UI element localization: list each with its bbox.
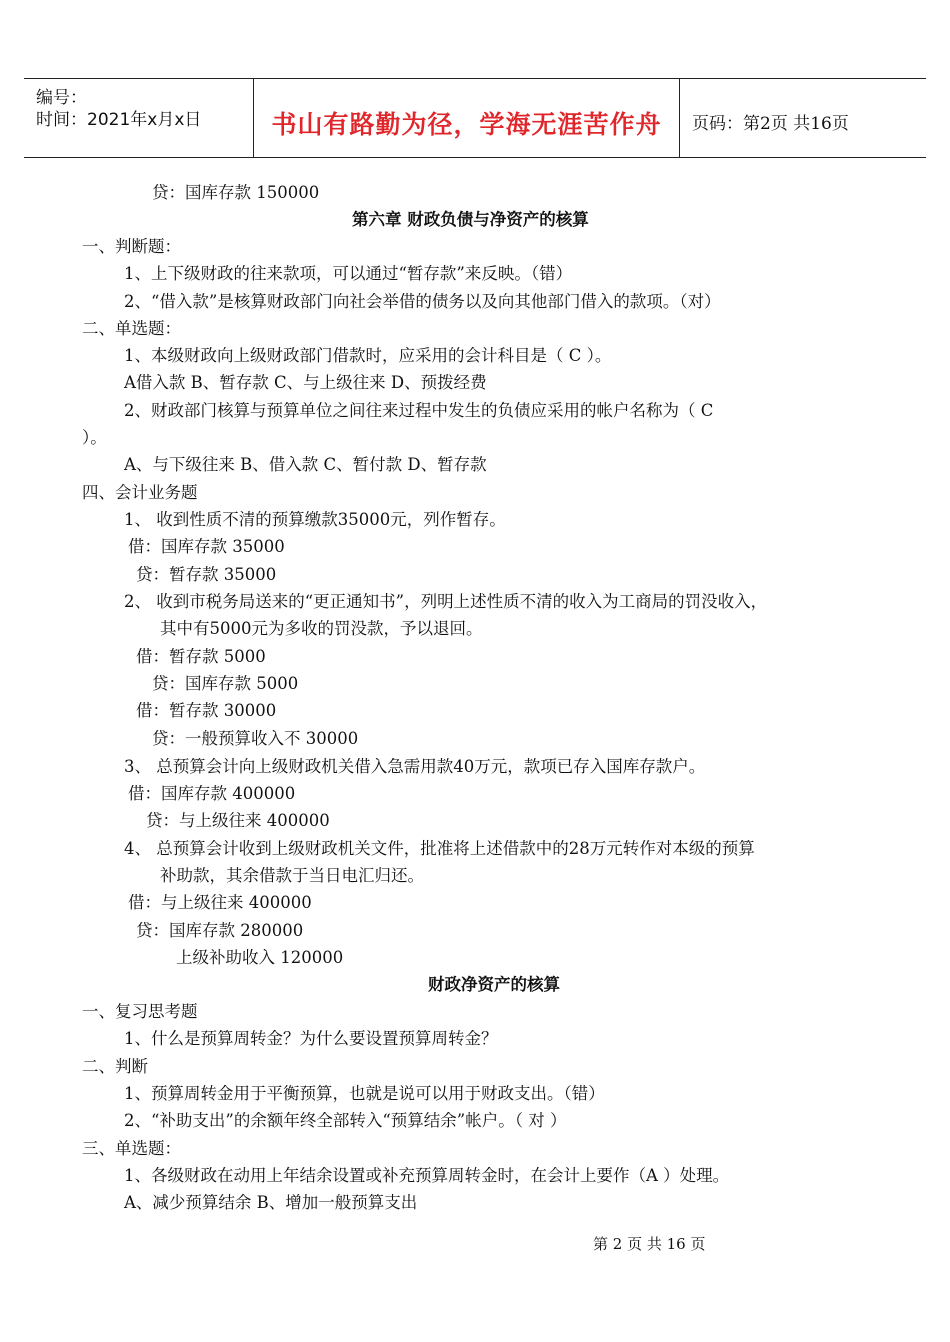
header-motto: 书山有路勤为径，学海无涯苦作舟	[271, 110, 662, 139]
text-line: 贷：国库存款 280000	[136, 921, 304, 940]
text-line: 补助款，其余借款于当日电汇归还。	[160, 866, 424, 885]
text-line: 贷：暂存款 35000	[136, 565, 277, 584]
text-line: 借：与上级往来 400000	[128, 893, 312, 912]
text-line: 一、复习思考题	[82, 1002, 198, 1021]
text-line: 1、上下级财政的往来款项，可以通过“暂存款”来反映。（错）	[124, 264, 573, 283]
text-line: 1、 收到性质不清的预算缴款35000元，列作暂存。	[124, 510, 506, 529]
header-meta	[24, 79, 254, 157]
document-time-label: 时间：2021年x月x日	[36, 110, 202, 130]
section-heading: 财政净资产的核算	[428, 975, 560, 994]
text-line: 贷：国库存款 150000	[152, 183, 320, 202]
text-line: 三、单选题：	[82, 1139, 181, 1158]
text-line: A、减少预算结余 B、增加一般预算支出	[124, 1193, 418, 1212]
footer-page-number: 第 2 页 共 16 页	[593, 1235, 706, 1253]
header-page-info: 页码：第2页 共16页	[692, 114, 849, 134]
text-line: A、与下级往来 B、借入款 C、暂付款 D、暂存款	[124, 455, 487, 474]
text-line: 贷：国库存款 5000	[152, 674, 299, 693]
text-line: 借：国库存款 35000	[128, 537, 285, 556]
text-line: 二、判断	[82, 1057, 148, 1076]
text-line: 贷：与上级往来 400000	[146, 811, 330, 830]
text-line: 借：暂存款 5000	[136, 647, 266, 666]
text-line: 四、会计业务题	[82, 483, 198, 502]
text-line: 贷：一般预算收入不 30000	[152, 729, 359, 748]
text-line: 4、 总预算会计收到上级财政机关文件，批准将上述借款中的28万元转作对本级的预算	[124, 839, 755, 858]
text-line: A借入款 B、暂存款 C、与上级往来 D、预拨经费	[124, 373, 487, 392]
text-line: 1、各级财政在动用上年结余设置或补充预算周转金时，在会计上要作（A ）处理。	[124, 1166, 730, 1185]
text-line: 1、本级财政向上级财政部门借款时，应采用的会计科目是（ C ）。	[124, 346, 612, 365]
text-line: ）。	[82, 428, 107, 447]
section-heading: 第六章 财政负债与净资产的核算	[352, 210, 589, 229]
text-line: 2、“借入款”是核算财政部门向社会举借的债务以及向其他部门借入的款项。（对）	[124, 292, 721, 311]
header-motto-cell	[254, 79, 680, 157]
text-line: 二、单选题：	[82, 319, 181, 338]
text-line: 2、“补助支出”的余额年终全部转入“预算结余”帐户。（ 对 ）	[124, 1111, 567, 1130]
text-line: 借：暂存款 30000	[136, 701, 277, 720]
text-line: 2、 收到市税务局送来的“更正通知书”，列明上述性质不清的收入为工商局的罚没收入，	[124, 592, 768, 611]
text-line: 3、 总预算会计向上级财政机关借入急需用款40万元，款项已存入国库存款户。	[124, 757, 706, 776]
document-number-label: 编号：	[36, 88, 87, 108]
header-page-cell	[680, 79, 926, 157]
text-line: 借：国库存款 400000	[128, 784, 296, 803]
text-line: 1、预算周转金用于平衡预算，也就是说可以用于财政支出。（错）	[124, 1084, 605, 1103]
text-line: 一、判断题：	[82, 237, 181, 256]
text-line: 上级补助收入 120000	[176, 948, 344, 967]
text-line: 2、财政部门核算与预算单位之间往来过程中发生的负债应采用的帐户名称为（ C	[124, 401, 714, 420]
text-line: 其中有5000元为多收的罚没款，予以退回。	[160, 619, 483, 638]
page-header	[24, 78, 926, 158]
text-line: 1、什么是预算周转金？为什么要设置预算周转金？	[124, 1029, 498, 1048]
